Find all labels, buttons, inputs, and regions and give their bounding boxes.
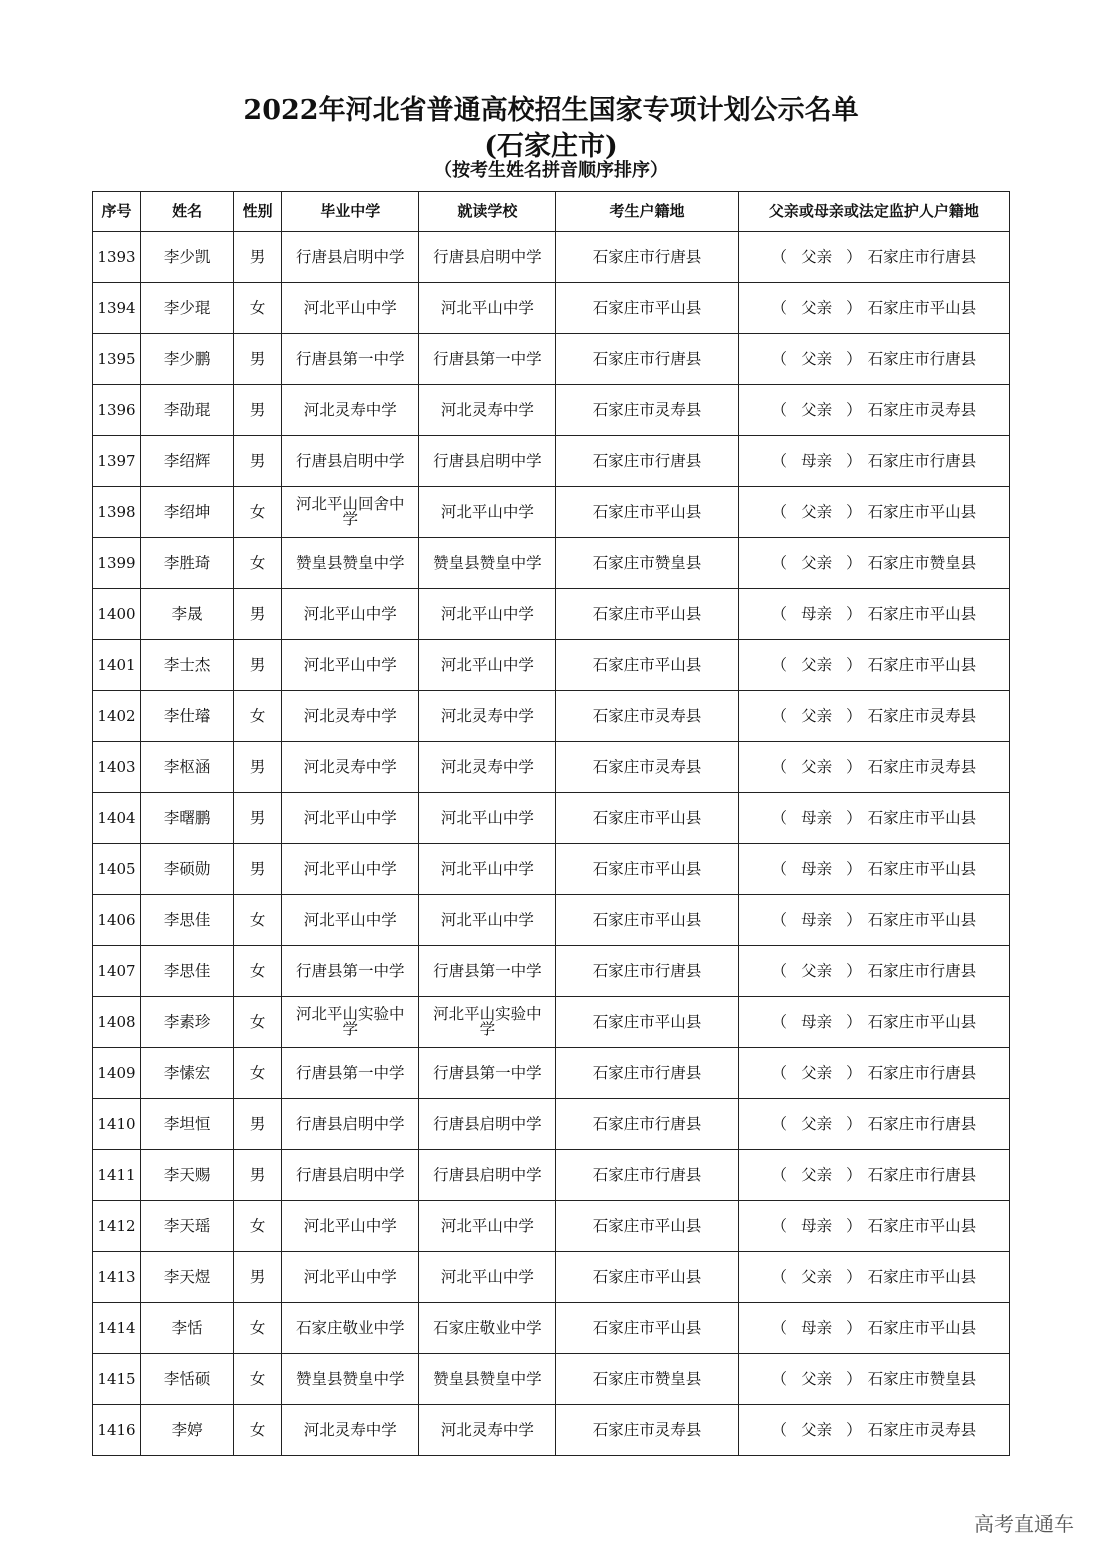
cell-name: 李曙鹏 — [141, 793, 234, 844]
guardian-relation: 父亲 — [801, 1420, 833, 1439]
cell-current-school: 河北平山中学 — [419, 895, 556, 946]
guardian-place: 石家庄市平山县 — [867, 910, 977, 929]
cell-graduated-school: 河北平山中学 — [282, 895, 419, 946]
cell-gender: 女 — [234, 1048, 282, 1099]
table-row — [93, 640, 1010, 691]
guardian-place: 石家庄市赞皇县 — [867, 553, 977, 572]
guardian-relation: 父亲 — [801, 502, 833, 521]
guardian-relation: 父亲 — [801, 553, 833, 572]
table-row — [93, 1099, 1010, 1150]
cell-graduated-school: 河北平山实验中学 — [282, 997, 419, 1048]
cell-current-school: 石家庄敬业中学 — [419, 1303, 556, 1354]
guardian-place: 石家庄市平山县 — [867, 1267, 977, 1286]
cell-name: 李少鹏 — [141, 334, 234, 385]
cell-seq: 1406 — [93, 895, 141, 946]
cell-gender: 女 — [234, 1303, 282, 1354]
guardian-place: 石家庄市行唐县 — [867, 349, 977, 368]
cell-student-household: 石家庄市灵寿县 — [556, 742, 738, 793]
cell-current-school: 河北平山中学 — [419, 1252, 556, 1303]
cell-gender: 女 — [234, 283, 282, 334]
header-name: 姓名 — [141, 192, 234, 232]
cell-seq: 1404 — [93, 793, 141, 844]
cell-graduated-school: 河北平山中学 — [282, 1252, 419, 1303]
cell-gender: 女 — [234, 997, 282, 1048]
cell-name: 李晟 — [141, 589, 234, 640]
guardian-place: 石家庄市行唐县 — [867, 961, 977, 980]
cell-gender: 女 — [234, 1354, 282, 1405]
cell-seq: 1415 — [93, 1354, 141, 1405]
cell-graduated-school: 河北平山中学 — [282, 589, 419, 640]
cell-current-school: 行唐县启明中学 — [419, 1099, 556, 1150]
table-row — [93, 538, 1010, 589]
cell-name: 李素珍 — [141, 997, 234, 1048]
cell-student-household: 石家庄市平山县 — [556, 640, 738, 691]
cell-current-school: 行唐县第一中学 — [419, 334, 556, 385]
cell-name: 李少凯 — [141, 232, 234, 283]
cell-name: 李愫宏 — [141, 1048, 234, 1099]
cell-name: 李劭琨 — [141, 385, 234, 436]
cell-guardian-household: （ 父亲 ） 石家庄市平山县 — [738, 487, 1009, 538]
cell-name: 李思佳 — [141, 895, 234, 946]
cell-seq: 1416 — [93, 1405, 141, 1456]
cell-name: 李硕勋 — [141, 844, 234, 895]
table-row — [93, 1252, 1010, 1303]
cell-gender: 男 — [234, 232, 282, 283]
cell-guardian-household: （ 父亲 ） 石家庄市平山县 — [738, 640, 1009, 691]
cell-graduated-school: 河北灵寿中学 — [282, 385, 419, 436]
cell-name: 李婷 — [141, 1405, 234, 1456]
cell-graduated-school: 行唐县第一中学 — [282, 1048, 419, 1099]
cell-current-school: 河北平山中学 — [419, 487, 556, 538]
cell-graduated-school: 河北灵寿中学 — [282, 742, 419, 793]
header-graduated-school: 毕业中学 — [282, 192, 419, 232]
table-row — [93, 1048, 1010, 1099]
guardian-relation: 母亲 — [801, 808, 833, 827]
cell-graduated-school: 行唐县启明中学 — [282, 1099, 419, 1150]
cell-current-school: 河北灵寿中学 — [419, 1405, 556, 1456]
guardian-relation: 父亲 — [801, 757, 833, 776]
cell-seq: 1407 — [93, 946, 141, 997]
cell-seq: 1395 — [93, 334, 141, 385]
cell-seq: 1398 — [93, 487, 141, 538]
guardian-place: 石家庄市平山县 — [867, 604, 977, 623]
cell-seq: 1399 — [93, 538, 141, 589]
cell-name: 李天煜 — [141, 1252, 234, 1303]
guardian-relation: 母亲 — [801, 604, 833, 623]
table-row — [93, 742, 1010, 793]
guardian-relation: 父亲 — [801, 400, 833, 419]
cell-guardian-household: （ 父亲 ） 石家庄市平山县 — [738, 1252, 1009, 1303]
cell-guardian-household: （ 母亲 ） 石家庄市平山县 — [738, 1201, 1009, 1252]
table-row — [93, 334, 1010, 385]
cell-name: 李恬硕 — [141, 1354, 234, 1405]
cell-student-household: 石家庄市灵寿县 — [556, 691, 738, 742]
cell-student-household: 石家庄市平山县 — [556, 1201, 738, 1252]
cell-student-household: 石家庄市平山县 — [556, 844, 738, 895]
cell-seq: 1410 — [93, 1099, 141, 1150]
guardian-place: 石家庄市灵寿县 — [867, 400, 977, 419]
cell-graduated-school: 河北平山中学 — [282, 283, 419, 334]
guardian-place: 石家庄市平山县 — [867, 655, 977, 674]
cell-seq: 1400 — [93, 589, 141, 640]
cell-graduated-school: 石家庄敬业中学 — [282, 1303, 419, 1354]
guardian-place: 石家庄市平山县 — [867, 298, 977, 317]
cell-graduated-school: 河北平山中学 — [282, 793, 419, 844]
table-row — [93, 283, 1010, 334]
cell-gender: 男 — [234, 1252, 282, 1303]
guardian-place: 石家庄市灵寿县 — [867, 706, 977, 725]
cell-seq: 1412 — [93, 1201, 141, 1252]
table-row — [93, 895, 1010, 946]
table-row — [93, 1201, 1010, 1252]
guardian-place: 石家庄市平山县 — [867, 808, 977, 827]
cell-current-school: 河北平山中学 — [419, 844, 556, 895]
cell-gender: 女 — [234, 946, 282, 997]
table-row — [93, 946, 1010, 997]
header-current-school: 就读学校 — [419, 192, 556, 232]
cell-graduated-school: 河北灵寿中学 — [282, 691, 419, 742]
guardian-relation: 父亲 — [801, 1165, 833, 1184]
cell-gender: 男 — [234, 385, 282, 436]
cell-current-school: 河北灵寿中学 — [419, 385, 556, 436]
cell-guardian-household: （ 母亲 ） 石家庄市平山县 — [738, 793, 1009, 844]
cell-name: 李坦恒 — [141, 1099, 234, 1150]
cell-student-household: 石家庄市平山县 — [556, 793, 738, 844]
cell-student-household: 石家庄市平山县 — [556, 283, 738, 334]
cell-current-school: 河北平山中学 — [419, 1201, 556, 1252]
guardian-relation: 父亲 — [801, 706, 833, 725]
guardian-place: 石家庄市行唐县 — [867, 1114, 977, 1133]
cell-student-household: 石家庄市平山县 — [556, 487, 738, 538]
cell-graduated-school: 行唐县第一中学 — [282, 946, 419, 997]
cell-gender: 男 — [234, 436, 282, 487]
cell-student-household: 石家庄市行唐县 — [556, 946, 738, 997]
cell-graduated-school: 赞皇县赞皇中学 — [282, 1354, 419, 1405]
cell-graduated-school: 行唐县第一中学 — [282, 334, 419, 385]
cell-guardian-household: （ 母亲 ） 石家庄市平山县 — [738, 895, 1009, 946]
cell-graduated-school: 河北平山中学 — [282, 1201, 419, 1252]
cell-student-household: 石家庄市行唐县 — [556, 1150, 738, 1201]
cell-name: 李士杰 — [141, 640, 234, 691]
cell-student-household: 石家庄市行唐县 — [556, 334, 738, 385]
cell-gender: 男 — [234, 1150, 282, 1201]
cell-student-household: 石家庄市平山县 — [556, 1252, 738, 1303]
cell-guardian-household: （ 父亲 ） 石家庄市行唐县 — [738, 232, 1009, 283]
cell-guardian-household: （ 父亲 ） 石家庄市行唐县 — [738, 1150, 1009, 1201]
cell-name: 李枢涵 — [141, 742, 234, 793]
cell-current-school: 行唐县启明中学 — [419, 232, 556, 283]
cell-gender: 男 — [234, 334, 282, 385]
cell-gender: 男 — [234, 844, 282, 895]
guardian-relation: 母亲 — [801, 451, 833, 470]
header-seq: 序号 — [93, 192, 141, 232]
cell-seq: 1396 — [93, 385, 141, 436]
cell-guardian-household: （ 父亲 ） 石家庄市赞皇县 — [738, 538, 1009, 589]
cell-student-household: 石家庄市灵寿县 — [556, 385, 738, 436]
cell-graduated-school: 行唐县启明中学 — [282, 436, 419, 487]
guardian-relation: 父亲 — [801, 247, 833, 266]
cell-gender: 男 — [234, 589, 282, 640]
cell-gender: 男 — [234, 793, 282, 844]
cell-guardian-household: （ 父亲 ） 石家庄市行唐县 — [738, 1099, 1009, 1150]
document-subtitle: (石家庄市) — [484, 131, 618, 162]
cell-student-household: 石家庄市平山县 — [556, 895, 738, 946]
cell-current-school: 行唐县第一中学 — [419, 1048, 556, 1099]
cell-current-school: 赞皇县赞皇中学 — [419, 538, 556, 589]
watermark: 高考直通车 — [974, 1512, 1074, 1536]
cell-gender: 男 — [234, 742, 282, 793]
cell-seq: 1402 — [93, 691, 141, 742]
cell-guardian-household: （ 母亲 ） 石家庄市平山县 — [738, 997, 1009, 1048]
cell-current-school: 河北灵寿中学 — [419, 742, 556, 793]
cell-guardian-household: （ 父亲 ） 石家庄市赞皇县 — [738, 1354, 1009, 1405]
guardian-place: 石家庄市平山县 — [867, 1318, 977, 1337]
cell-graduated-school: 赞皇县赞皇中学 — [282, 538, 419, 589]
guardian-relation: 父亲 — [801, 1369, 833, 1388]
cell-name: 李思佳 — [141, 946, 234, 997]
table-row — [93, 844, 1010, 895]
cell-graduated-school: 河北平山中学 — [282, 844, 419, 895]
header-student-household: 考生户籍地 — [556, 192, 738, 232]
cell-name: 李绍辉 — [141, 436, 234, 487]
cell-gender: 女 — [234, 691, 282, 742]
cell-guardian-household: （ 父亲 ） 石家庄市行唐县 — [738, 946, 1009, 997]
cell-student-household: 石家庄市行唐县 — [556, 436, 738, 487]
table-header-row — [93, 192, 1010, 232]
cell-seq: 1408 — [93, 997, 141, 1048]
admission-list-table — [92, 191, 1010, 1456]
cell-current-school: 河北灵寿中学 — [419, 691, 556, 742]
table-row — [93, 691, 1010, 742]
table-row — [93, 1150, 1010, 1201]
cell-guardian-household: （ 母亲 ） 石家庄市行唐县 — [738, 436, 1009, 487]
cell-name: 李仕璿 — [141, 691, 234, 742]
cell-current-school: 河北平山实验中学 — [419, 997, 556, 1048]
table-row — [93, 385, 1010, 436]
guardian-relation: 父亲 — [801, 1267, 833, 1286]
cell-name: 李胜琦 — [141, 538, 234, 589]
cell-graduated-school: 河北平山回舍中学 — [282, 487, 419, 538]
guardian-relation: 母亲 — [801, 1216, 833, 1235]
guardian-relation: 父亲 — [801, 961, 833, 980]
table-row — [93, 1354, 1010, 1405]
cell-name: 李恬 — [141, 1303, 234, 1354]
cell-graduated-school: 河北灵寿中学 — [282, 1405, 419, 1456]
guardian-relation: 父亲 — [801, 1114, 833, 1133]
cell-guardian-household: （ 父亲 ） 石家庄市灵寿县 — [738, 385, 1009, 436]
cell-guardian-household: （ 父亲 ） 石家庄市行唐县 — [738, 334, 1009, 385]
cell-gender: 男 — [234, 1099, 282, 1150]
sort-note: （按考生姓名拼音顺序排序） — [434, 160, 668, 181]
document-title: 2022年河北省普通高校招生国家专项计划公示名单 — [243, 95, 859, 126]
cell-student-household: 石家庄市赞皇县 — [556, 1354, 738, 1405]
cell-student-household: 石家庄市平山县 — [556, 997, 738, 1048]
cell-seq: 1401 — [93, 640, 141, 691]
cell-seq: 1414 — [93, 1303, 141, 1354]
guardian-place: 石家庄市行唐县 — [867, 1165, 977, 1184]
cell-name: 李天赐 — [141, 1150, 234, 1201]
cell-graduated-school: 行唐县启明中学 — [282, 1150, 419, 1201]
cell-gender: 女 — [234, 1201, 282, 1252]
guardian-relation: 母亲 — [801, 859, 833, 878]
cell-student-household: 石家庄市行唐县 — [556, 232, 738, 283]
cell-student-household: 石家庄市平山县 — [556, 1303, 738, 1354]
guardian-relation: 母亲 — [801, 1318, 833, 1337]
guardian-place: 石家庄市平山县 — [867, 1012, 977, 1031]
table-row — [93, 589, 1010, 640]
cell-current-school: 河北平山中学 — [419, 589, 556, 640]
guardian-relation: 父亲 — [801, 655, 833, 674]
cell-gender: 女 — [234, 487, 282, 538]
guardian-place: 石家庄市平山县 — [867, 502, 977, 521]
cell-current-school: 行唐县启明中学 — [419, 1150, 556, 1201]
cell-name: 李少琨 — [141, 283, 234, 334]
guardian-relation: 父亲 — [801, 298, 833, 317]
cell-current-school: 行唐县启明中学 — [419, 436, 556, 487]
guardian-place: 石家庄市行唐县 — [867, 247, 977, 266]
guardian-place: 石家庄市平山县 — [867, 859, 977, 878]
table-row — [93, 436, 1010, 487]
cell-guardian-household: （ 母亲 ） 石家庄市平山县 — [738, 844, 1009, 895]
cell-guardian-household: （ 父亲 ） 石家庄市灵寿县 — [738, 742, 1009, 793]
cell-name: 李绍坤 — [141, 487, 234, 538]
header-gender: 性别 — [234, 192, 282, 232]
cell-gender: 女 — [234, 538, 282, 589]
guardian-place: 石家庄市行唐县 — [867, 451, 977, 470]
cell-current-school: 行唐县第一中学 — [419, 946, 556, 997]
cell-seq: 1411 — [93, 1150, 141, 1201]
cell-guardian-household: （ 父亲 ） 石家庄市平山县 — [738, 283, 1009, 334]
cell-gender: 女 — [234, 1405, 282, 1456]
guardian-place: 石家庄市行唐县 — [867, 1063, 977, 1082]
guardian-relation: 父亲 — [801, 1063, 833, 1082]
cell-seq: 1409 — [93, 1048, 141, 1099]
cell-seq: 1394 — [93, 283, 141, 334]
cell-guardian-household: （ 母亲 ） 石家庄市平山县 — [738, 1303, 1009, 1354]
cell-gender: 男 — [234, 640, 282, 691]
cell-seq: 1405 — [93, 844, 141, 895]
cell-gender: 女 — [234, 895, 282, 946]
cell-seq: 1413 — [93, 1252, 141, 1303]
cell-current-school: 河北平山中学 — [419, 283, 556, 334]
cell-seq: 1393 — [93, 232, 141, 283]
cell-current-school: 赞皇县赞皇中学 — [419, 1354, 556, 1405]
cell-name: 李天瑶 — [141, 1201, 234, 1252]
cell-student-household: 石家庄市赞皇县 — [556, 538, 738, 589]
table-row — [93, 997, 1010, 1048]
guardian-place: 石家庄市灵寿县 — [867, 1420, 977, 1439]
guardian-place: 石家庄市灵寿县 — [867, 757, 977, 776]
cell-guardian-household: （ 父亲 ） 石家庄市灵寿县 — [738, 691, 1009, 742]
cell-guardian-household: （ 父亲 ） 石家庄市行唐县 — [738, 1048, 1009, 1099]
cell-student-household: 石家庄市灵寿县 — [556, 1405, 738, 1456]
cell-seq: 1397 — [93, 436, 141, 487]
cell-graduated-school: 河北平山中学 — [282, 640, 419, 691]
header-guardian-household: 父亲或母亲或法定监护人户籍地 — [738, 192, 1009, 232]
guardian-place: 石家庄市平山县 — [867, 1216, 977, 1235]
guardian-relation: 母亲 — [801, 910, 833, 929]
cell-current-school: 河北平山中学 — [419, 640, 556, 691]
cell-student-household: 石家庄市行唐县 — [556, 1048, 738, 1099]
cell-graduated-school: 行唐县启明中学 — [282, 232, 419, 283]
cell-student-household: 石家庄市行唐县 — [556, 1099, 738, 1150]
table-row — [93, 793, 1010, 844]
table-row — [93, 232, 1010, 283]
table-row — [93, 1303, 1010, 1354]
guardian-relation: 母亲 — [801, 1012, 833, 1031]
cell-current-school: 河北平山中学 — [419, 793, 556, 844]
cell-seq: 1403 — [93, 742, 141, 793]
cell-student-household: 石家庄市平山县 — [556, 589, 738, 640]
table-row — [93, 487, 1010, 538]
table-row — [93, 1405, 1010, 1456]
guardian-relation: 父亲 — [801, 349, 833, 368]
cell-guardian-household: （ 父亲 ） 石家庄市灵寿县 — [738, 1405, 1009, 1456]
cell-guardian-household: （ 母亲 ） 石家庄市平山县 — [738, 589, 1009, 640]
guardian-place: 石家庄市赞皇县 — [867, 1369, 977, 1388]
